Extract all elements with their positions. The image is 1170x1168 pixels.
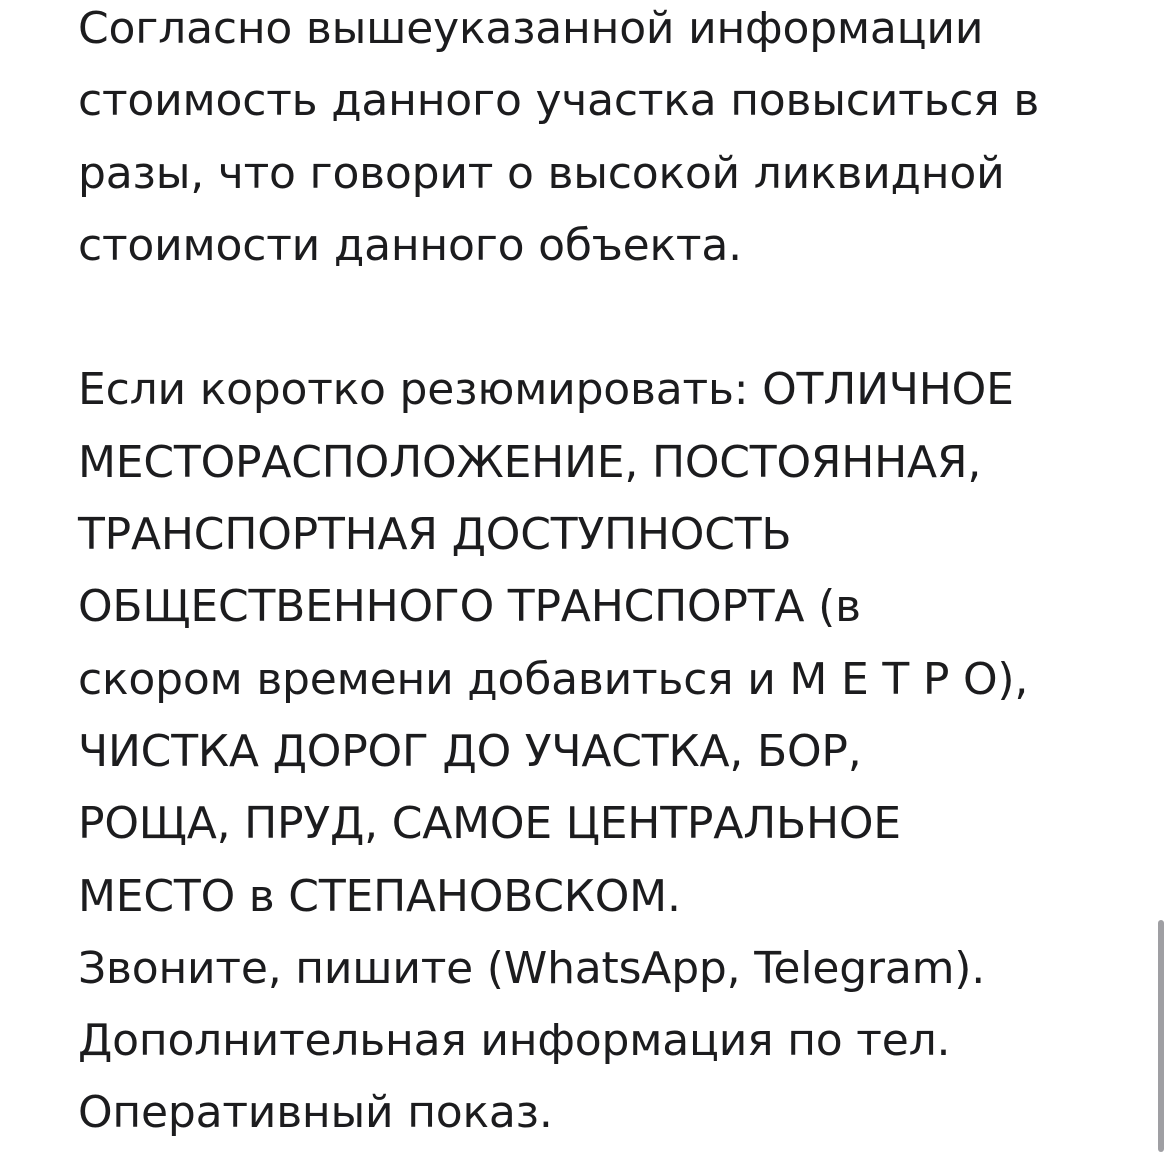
- description-line: стоимость данного участка повыситься в: [78, 75, 1040, 127]
- paragraph-spacer: [78, 282, 1138, 354]
- description-line: Согласно вышеуказанной информации: [78, 3, 984, 54]
- summary-line: РОЩА, ПРУД, САМОЕ ЦЕНТРАЛЬНОЕ: [78, 798, 901, 850]
- vertical-scrollbar[interactable]: [1158, 920, 1164, 1152]
- summary-line: ТРАНСПОРТНАЯ ДОСТУПНОСТЬ: [78, 509, 792, 561]
- summary-line: МЕСТО в СТЕПАНОВСКОМ.: [78, 870, 681, 922]
- summary-line: МЕСТОРАСПОЛОЖЕНИЕ, ПОСТОЯННАЯ,: [78, 436, 982, 488]
- summary-line: ЧИСТКА ДОРОГ ДО УЧАСТКА, БОР,: [78, 725, 862, 777]
- description-line: стоимости данного объекта.: [78, 219, 742, 271]
- summary-line: Если коротко резюмировать: ОТЛИЧНОЕ: [78, 364, 1014, 416]
- contact-line: Звоните, пишите (WhatsApp, Telegram).: [78, 942, 985, 994]
- contact-line: Дополнительная информация по тел.: [78, 1015, 951, 1067]
- listing-description: [78, 0, 1138, 1150]
- summary-line: ОБЩЕСТВЕННОГО ТРАНСПОРТА (в: [78, 581, 861, 633]
- contact-line: Оперативный показ.: [78, 1087, 553, 1139]
- summary-line: скором времени добавиться и М Е Т Р О),: [78, 653, 1029, 705]
- description-line: разы, что говорит о высокой ликвидной: [78, 147, 1005, 199]
